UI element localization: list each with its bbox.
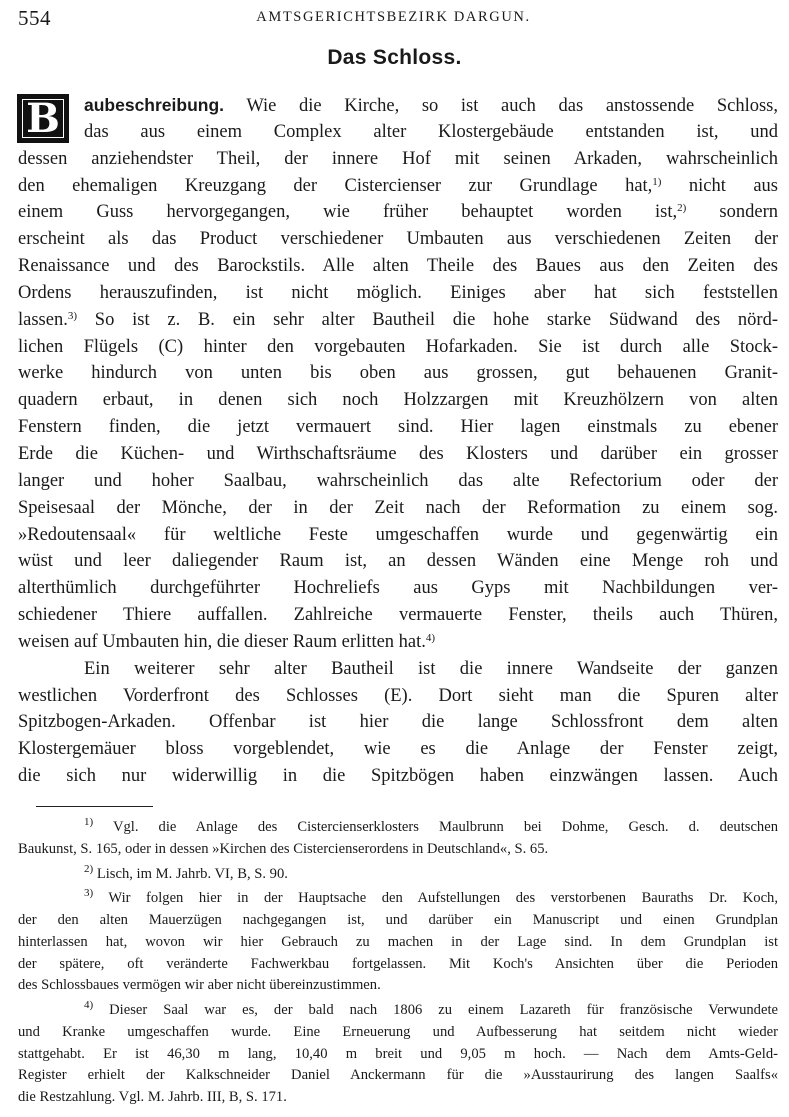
body-line: Speisesaal der Mönche, der in der Zeit nach der Reformation zu einem sog.	[18, 497, 778, 518]
footnote-marker: 4)	[84, 1000, 94, 1011]
body-line: Ordens herauszufinden, ist nicht möglich. Einiges aber hat sich feststellen	[18, 282, 778, 303]
running-title: AMTSGERICHTSBEZIRK DARGUN.	[256, 9, 531, 25]
body-line: Fenstern finden, die jetzt vermauert sind. Hier lagen einstmals zu ebener	[18, 417, 778, 438]
body-line: einem Guss hervorgegangen, wie früher behauptet worden ist,$^{2)}$ sondern	[18, 202, 778, 223]
footnote-ref: 1)	[652, 175, 662, 188]
body-line: »Redoutensaal« für weltliche Feste umgeschaffen wurde und gegenwärtig ein	[18, 524, 778, 545]
footnote-line: $^{1)}$ Vgl. die Anlage des Cistercienserklosters Maulbrunn bei Dohme, Gesch. d. deutschen	[84, 817, 778, 835]
lead-word: aubeschreibung.	[84, 95, 225, 115]
body-line: den ehemaligen Kreuzgang der Cistercienser zur Grundlage hat,$^{1)}$ nicht aus	[18, 175, 778, 196]
body-line: Renaissance und des Barockstils. Alle alten Theile des Baues aus den Zeiten des	[18, 256, 778, 277]
body-line: Ein weiterer sehr alter Bautheil ist die innere Wandseite der ganzen	[84, 658, 778, 679]
footnote-ref: 3)	[67, 309, 78, 322]
footnote-marker: 1)	[84, 817, 94, 828]
body-line: erscheint als das Product verschiedener Umbauten aus verschiedenen Zeiten der	[18, 229, 778, 250]
footnote-ref: 2)	[677, 202, 687, 215]
body-text	[18, 92, 778, 790]
footnote-marker: 2)	[84, 863, 94, 875]
footnote-line: Baukunst, S. 165, oder in dessen »Kirchen des Cistercienserordens in Deutschland«, S. 65.	[18, 840, 549, 857]
footnote-line: und Kranke umgeschaffen wurde. Eine Erneuerung und Aufbesserung hat seitdem nicht wieder	[18, 1023, 778, 1040]
footnote-ref: 4)	[425, 631, 436, 644]
body-line: lichen Flügels (C) hinter den vorgebauten Hofarkaden. Sie ist durch alle Stock-	[18, 336, 778, 357]
body-line: weisen auf Umbauten hin, die dieser Raum erlitten hat.$^{4)}$	[18, 631, 436, 652]
footnote-line: Register erhielt der Kalkschneider Daniel Anckermann für die »Ausstaurirung des langen Saalfs«	[18, 1067, 778, 1084]
footnote-marker: 3)	[84, 888, 94, 900]
footnote-divider	[36, 806, 153, 807]
body-line: die sich nur widerwillig in die Spitzbögen haben einzwängen lassen. Auch	[18, 766, 778, 787]
body-line: Spitzbogen-Arkaden. Offenbar ist hier die lange Schlossfront dem alten	[18, 712, 778, 733]
body-line: Erde die Küchen- und Wirthschaftsräume des Klosters und darüber ein grosser	[18, 443, 778, 464]
body-line: Klostergemäuer bloss vorgeblendet, wie es die Anlage der Fenster zeigt,	[18, 739, 778, 760]
body-line: das aus einem Complex alter Klostergebäude entstanden ist, und	[84, 121, 778, 142]
body-line: westlichen Vorderfront des Schlosses (E). Dort sieht man die Spuren alter	[18, 685, 778, 706]
footnote-line: $^{4)}$ Dieser Saal war es, der bald nach 1806 zu einem Lazareth für französische Verwundete	[84, 1000, 778, 1018]
body-line: langer und hoher Saalbau, wahrscheinlich das alte Refectorium oder der	[18, 470, 778, 491]
footnote-line: stattgehabt. Er ist 46,30 m lang, 10,40 m breit und 9,05 m hoch. — Nach dem Amts-Geld-	[18, 1045, 778, 1062]
body-line: wüst und leer daliegender Raum ist, an dessen Wänden eine Menge roh und	[18, 551, 778, 572]
body-line: alterthümlich durchgeführter Hochreliefs aus Gyps mit Nachbildungen ver-	[18, 578, 778, 599]
body-line: quadern erbaut, in denen sich noch Holzzargen mit Kreuzhölzern von alten	[18, 390, 778, 411]
body-line: aubeschreibung. Wie die Kirche, so ist auch das anstossende Schloss,	[84, 95, 778, 116]
section-title: Das Schloss.	[327, 46, 462, 69]
footnote-line: der den alten Mauerzügen nachgegangen ist, und darüber ein Manuscript und einen Grundplan	[18, 912, 778, 928]
drop-cap-ornament	[17, 94, 69, 143]
footnote-line: hinterlassen hat, wovon wir hier Gebrauch zu machen in der Lage sind. In dem Grundplan ist	[18, 933, 778, 950]
running-head	[18, 6, 769, 30]
drop-cap-letter: B	[26, 95, 60, 142]
body-line: dessen anziehendster Theil, der innere Hof mit seinen Arkaden, wahrscheinlich	[18, 148, 778, 169]
footnote-line: $^{3)}$ Wir folgen hier in der Hauptsache den Aufstellungen des verstorbenen Bauraths Dr. Koch,	[84, 888, 778, 907]
body-line: schiedener Thiere auffallen. Zahlreiche vermauerte Fenster, theils auch Thüren,	[18, 605, 778, 626]
footnote-line: der spätere, oft veränderte Fachwerkbau fortgelassen. Mit Koch's Ansichten über die Perioden	[18, 955, 778, 972]
page-number: 554	[18, 6, 51, 30]
footnotes	[18, 817, 778, 1109]
body-line: werke hindurch von unten bis oben aus grossen, gut behauenen Granit-	[18, 363, 778, 384]
footnote-line: $^{2)}$ Lisch, im M. Jahrb. VI, B, S. 90.	[84, 863, 288, 882]
footnote-line: des Schlossbaues vermögen wir aber nicht übereinzustimmen.	[18, 977, 381, 994]
footnote-line: die Restzahlung. Vgl. M. Jahrb. III, B, S. 171.	[18, 1089, 287, 1105]
body-line: lassen.$^{3)}$ So ist z. B. ein sehr alter Bautheil die hohe starke Südwand des nörd-	[18, 309, 778, 330]
